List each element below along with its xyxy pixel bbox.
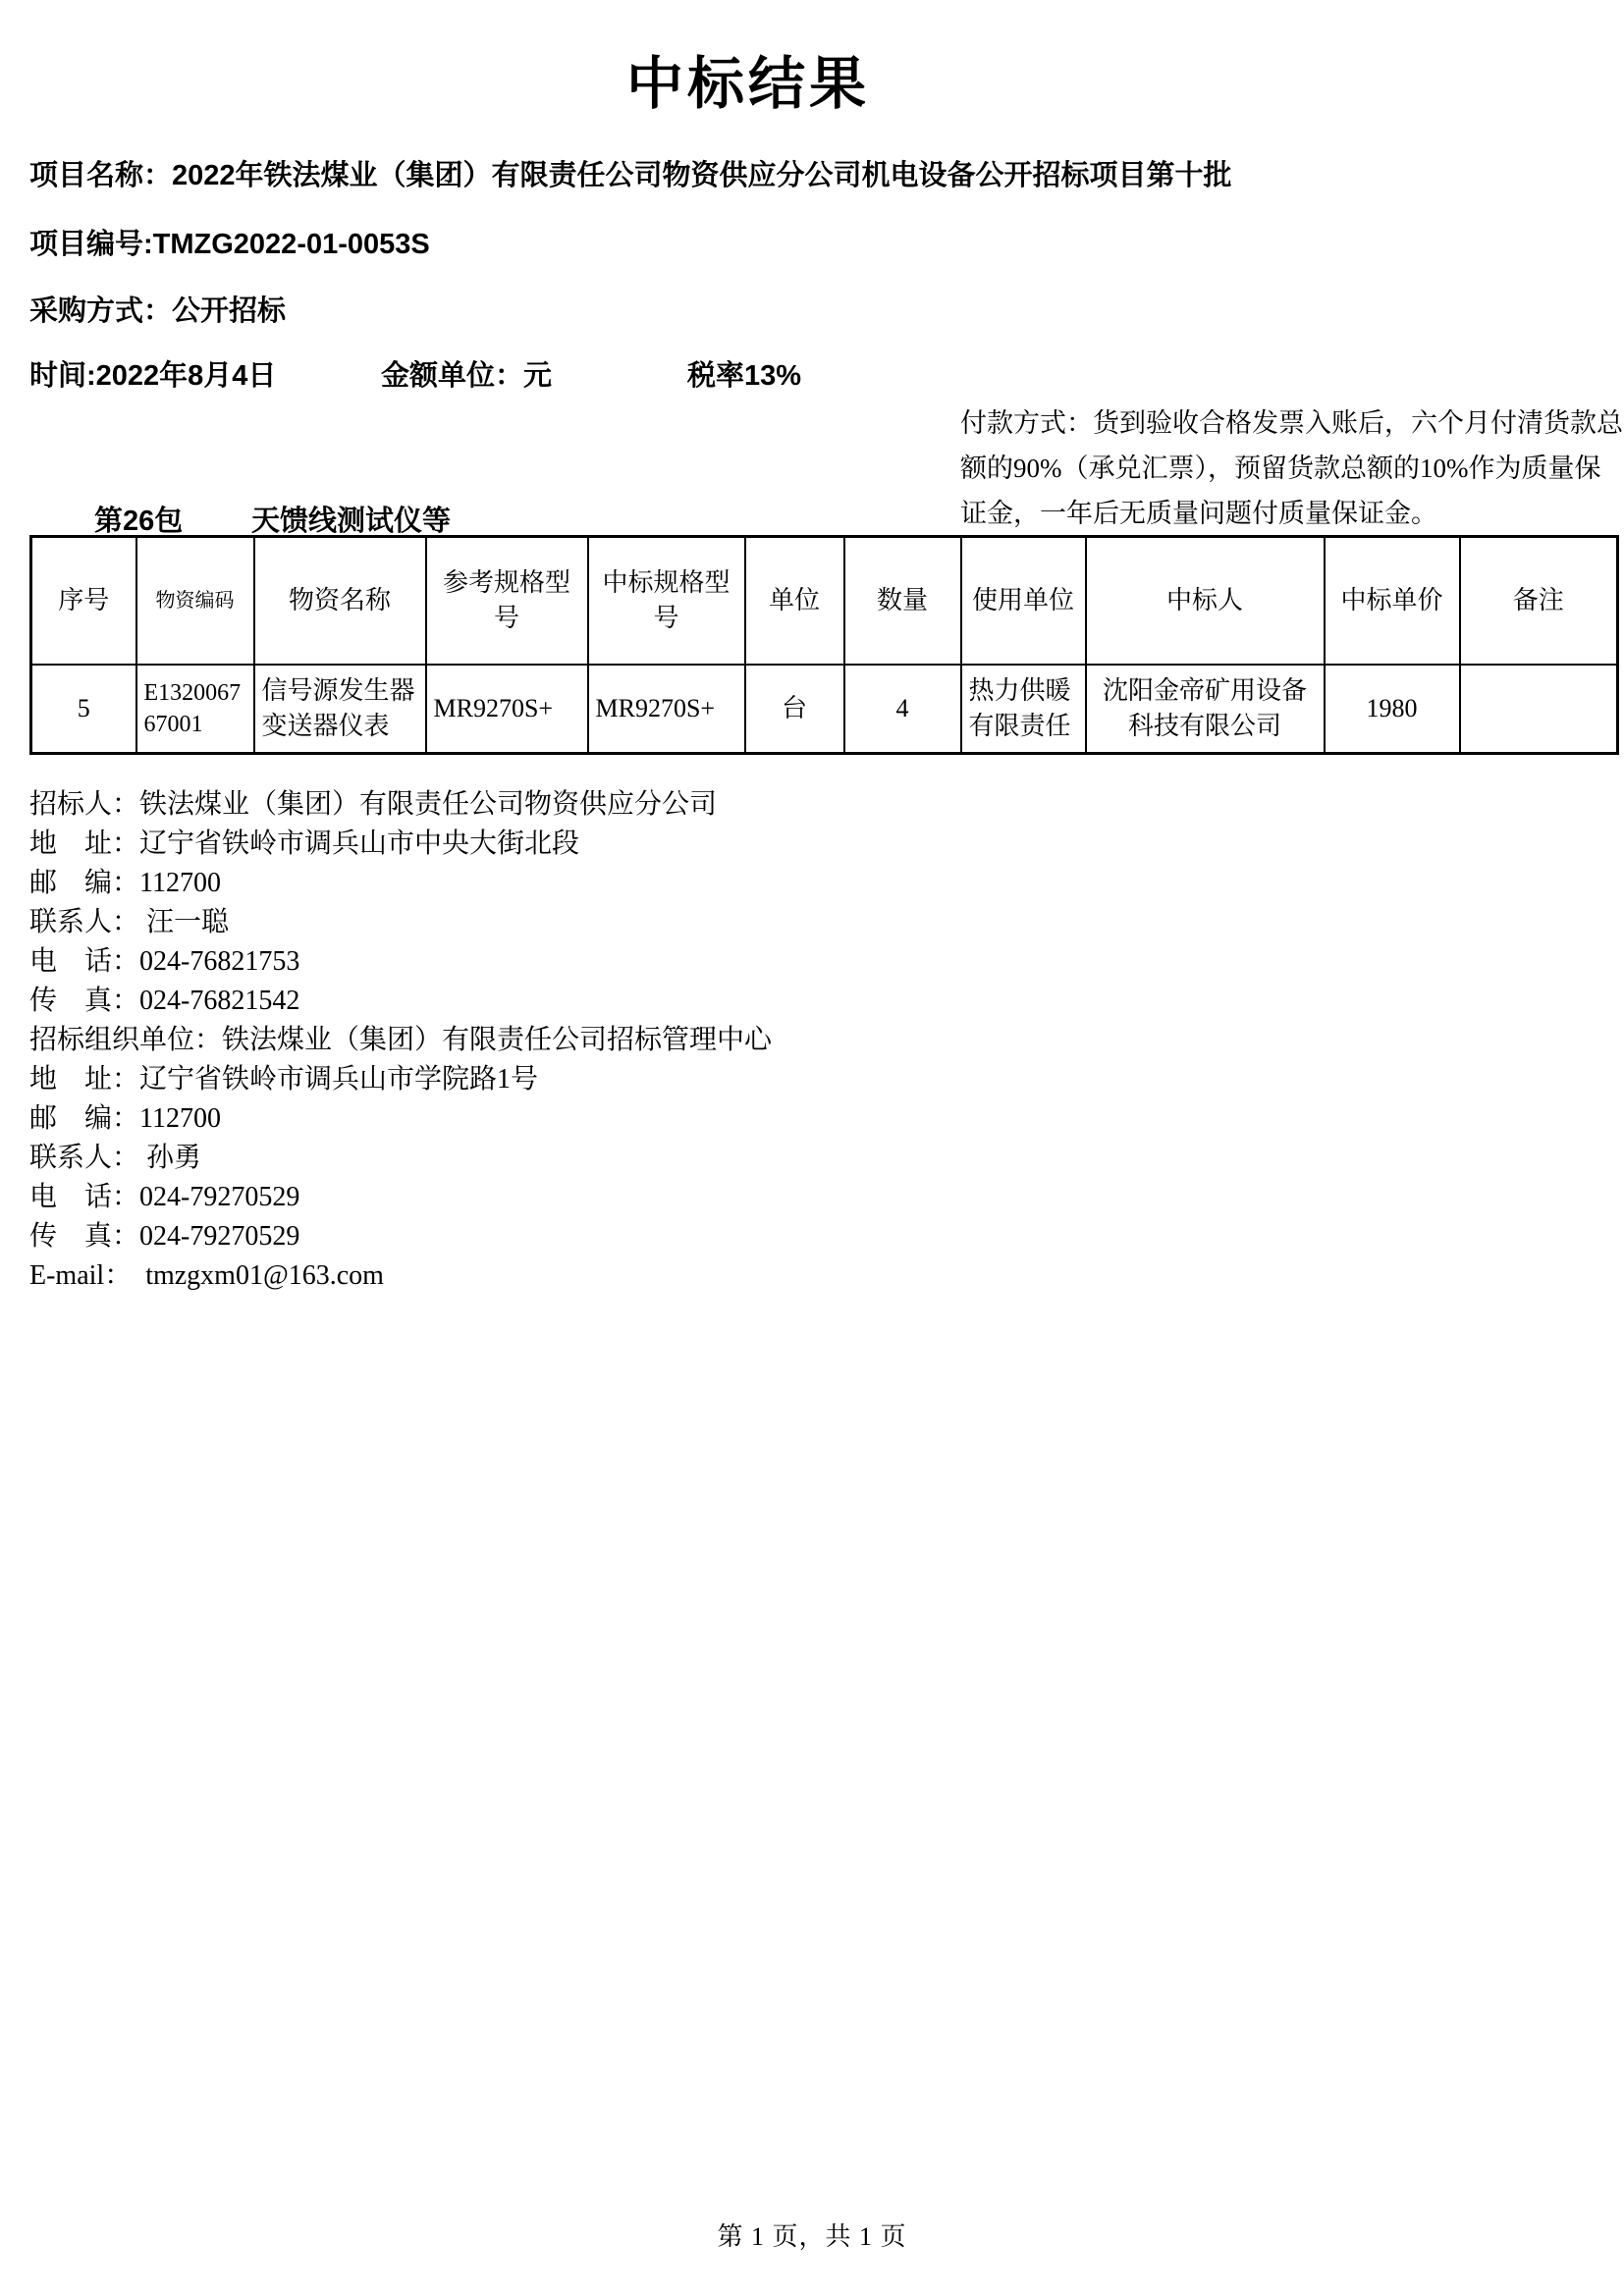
header-win-spec: 中标规格型号 — [588, 537, 745, 665]
tenderer-zip-line: 邮 编：112700 — [29, 868, 221, 898]
tax-rate-label: 税率13% — [687, 360, 802, 392]
organizer-phone-line: 电 话：024-79270529 — [29, 1182, 300, 1212]
cell-ref-spec: MR9270S+ — [426, 665, 588, 754]
package-name: 天馈线测试仪等 — [251, 506, 452, 537]
organizer-zip-line: 邮 编：112700 — [29, 1103, 221, 1134]
organizer-contact-person-line: 联系人： 孙勇 — [29, 1143, 202, 1173]
amount-unit-label: 金额单位：元 — [381, 360, 553, 392]
header-ref-spec: 参考规格型号 — [426, 537, 588, 665]
tenderer-line: 招标人：铁法煤业（集团）有限责任公司物资供应分公司 — [29, 789, 718, 820]
table-header-row — [31, 537, 1618, 665]
header-unit: 单位 — [745, 537, 844, 665]
tenderer-address-line: 地 址：辽宁省铁岭市调兵山市中央大街北段 — [29, 828, 580, 859]
cell-winner: 沈阳金帝矿用设备科技有限公司 — [1086, 665, 1325, 754]
cell-unit-price: 1980 — [1325, 665, 1460, 754]
project-name-line: 项目名称：2022年铁法煤业（集团）有限责任公司物资供应分公司机电设备公开招标项目第十批 — [29, 160, 1232, 191]
procurement-method-line: 采购方式：公开招标 — [29, 295, 287, 327]
contact-block — [29, 785, 772, 1296]
tenderer-fax-line: 传 真：024-76821542 — [29, 986, 300, 1016]
organizer-address-line: 地 址：辽宁省铁岭市调兵山市学院路1号 — [29, 1064, 539, 1095]
page-title: 中标结果 — [625, 52, 870, 116]
table-row — [31, 665, 1618, 754]
cell-user-unit: 热力供暖有限责任 — [961, 665, 1086, 754]
header-remark: 备注 — [1460, 537, 1618, 665]
header-unit-price: 中标单价 — [1325, 537, 1460, 665]
cell-remark — [1460, 665, 1618, 754]
header-quantity: 数量 — [844, 537, 961, 665]
cell-win-spec: MR9270S+ — [588, 665, 745, 754]
cell-quantity: 4 — [844, 665, 961, 754]
header-seq: 序号 — [31, 537, 136, 665]
cell-material-name: 信号源发生器变送器仪表 — [254, 665, 426, 754]
header-material-name: 物资名称 — [254, 537, 426, 665]
organizer-fax-line: 传 真：024-79270529 — [29, 1221, 300, 1252]
page-number-footer: 第 1 页，共 1 页 — [717, 2222, 907, 2251]
cell-seq: 5 — [31, 665, 136, 754]
package-number: 第26包 — [94, 506, 184, 537]
cell-material-code: E132006767001 — [136, 665, 254, 754]
tenderer-contact-person-line: 联系人： 汪一聪 — [29, 907, 230, 937]
bid-result-table — [29, 535, 1619, 755]
time-label: 时间:2022年8月4日 — [29, 360, 277, 392]
project-number-line: 项目编号:TMZG2022-01-0053S — [29, 229, 430, 260]
organizer-line: 招标组织单位：铁法煤业（集团）有限责任公司招标管理中心 — [29, 1025, 773, 1055]
cell-unit: 台 — [745, 665, 844, 754]
header-material-code: 物资编码 — [136, 537, 254, 665]
header-user-unit: 使用单位 — [961, 537, 1086, 665]
header-winner: 中标人 — [1086, 537, 1325, 665]
email-line: E-mail： tmzgxm01@163.com — [29, 1260, 384, 1291]
tenderer-phone-line: 电 话：024-76821753 — [29, 946, 300, 977]
payment-terms: 付款方式：货到验收合格发票入账后，六个月付清货款总额的90%（承兑汇票），预留货款总额的10%作为质量保证金，一年后无质量问题付质量保证金。 — [960, 408, 1623, 528]
